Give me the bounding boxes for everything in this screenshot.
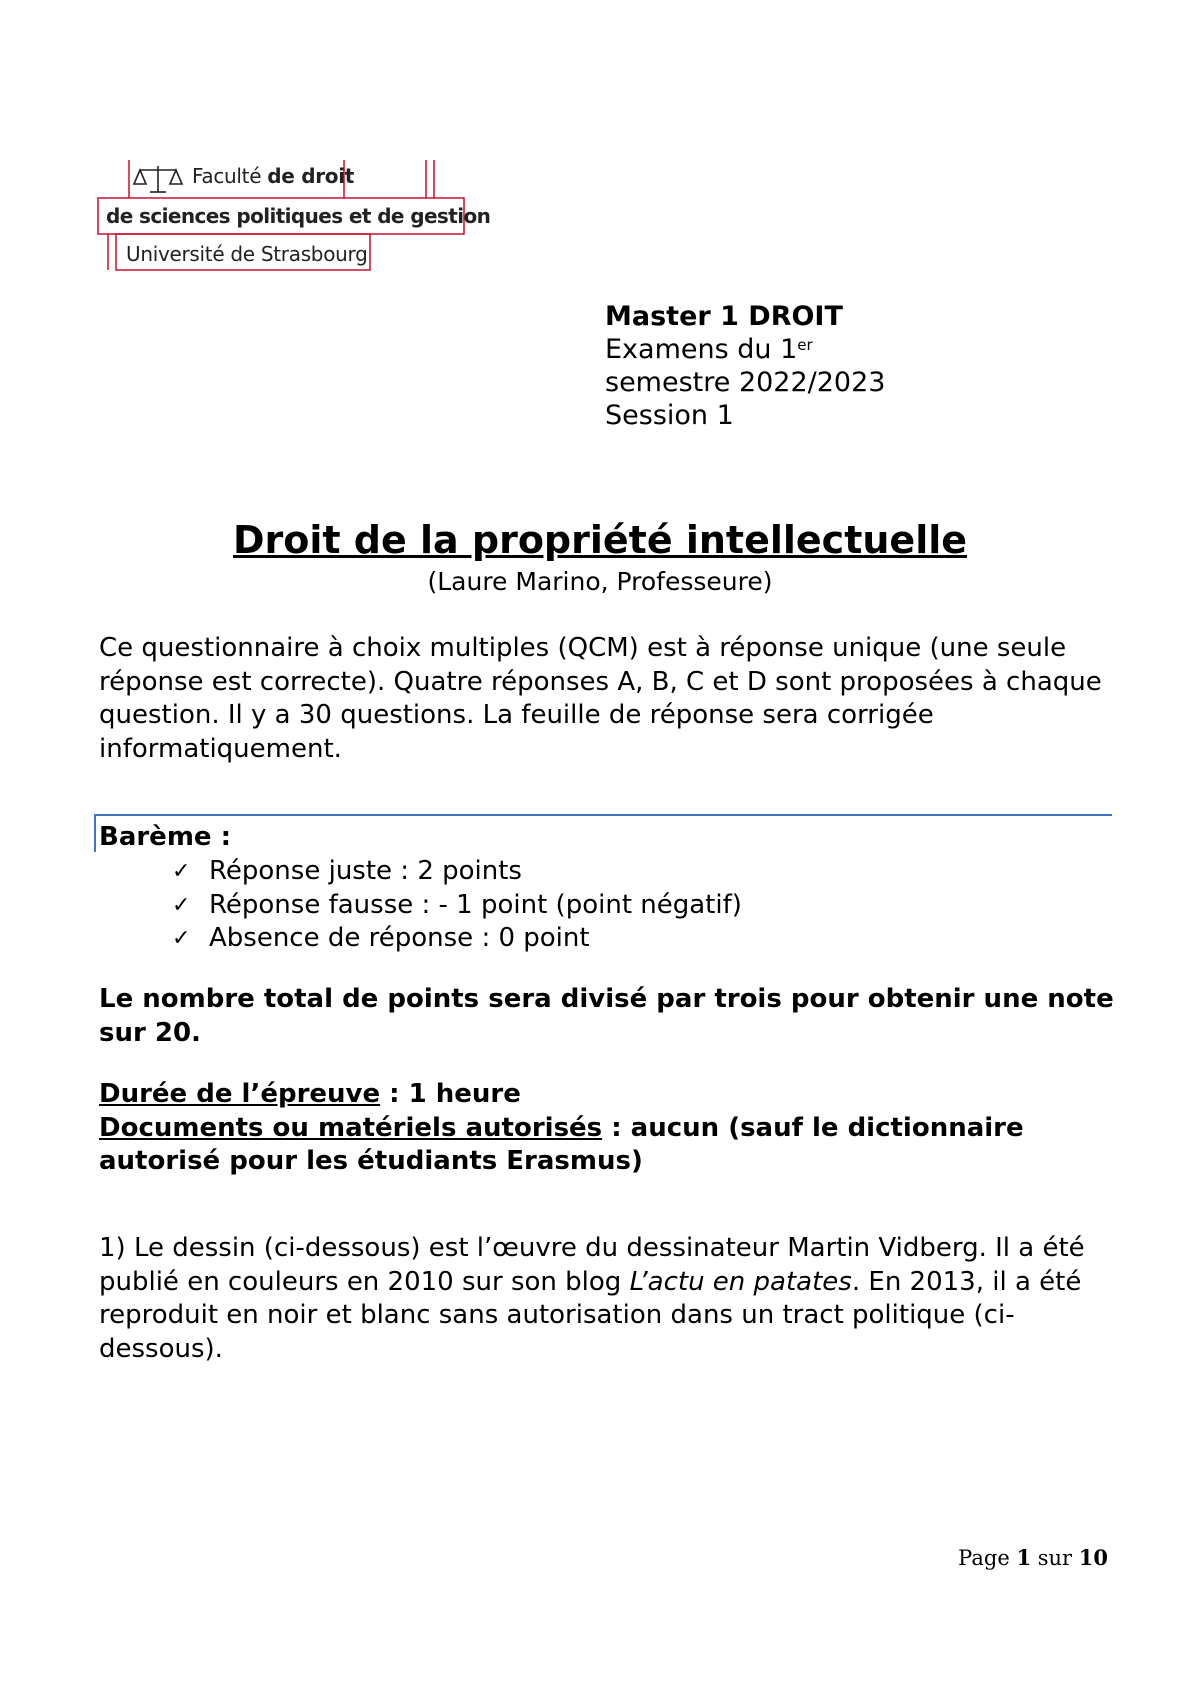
semester-label: semestre 2022/2023 — [605, 367, 886, 398]
duration-line: Durée de l’épreuve : 1 heure — [99, 1079, 521, 1109]
question-1: 1) Le dessin (ci-dessous) est l’œuvre du dessinateur Martin Vidberg. Il a été publié en couleurs en 2010 sur son blog L’actu en patates. En 2013, il a été reproduit en noir et blanc sans autorisation dans un tract politique (ci-dessous). — [99, 1233, 1085, 1364]
document-title: Droit de la propriété intellectuelle — [232, 518, 968, 562]
checkmark-icon: ✓ — [172, 926, 191, 951]
logo-line-faculty: Faculté de droit — [192, 164, 355, 188]
exam-header — [605, 300, 885, 432]
exam-conditions — [99, 1078, 1119, 1179]
list-item: ✓ Réponse fausse : - 1 point (point négatif) — [172, 889, 742, 923]
intro-paragraph: Ce questionnaire à choix multiples (QCM) est à réponse unique (une seule réponse est correcte). Quatre réponses A, B, C et D sont proposées à chaque question. Il y a 30 questions. La feuille de réponse sera corrigée informatiquement. — [99, 633, 1102, 764]
faculty-logo — [96, 160, 491, 280]
scales-icon — [134, 166, 182, 192]
blog-title: L’actu en patates — [629, 1266, 852, 1297]
documents-line: Documents ou matériels autorisés : aucun (sauf le dictionnaire autorisé pour les étudiants Erasmus) — [99, 1112, 1024, 1176]
bareme-heading: Barème : — [99, 822, 231, 852]
total-note: Le nombre total de points sera divisé par trois pour obtenir une note sur 20. — [99, 984, 1114, 1048]
list-item: ✓ Réponse juste : 2 points — [172, 855, 742, 889]
section-rule-tick — [94, 814, 96, 852]
logo-line-sciences: de sciences politiques et de gestion — [106, 204, 491, 228]
bareme-list — [172, 855, 742, 956]
document-subtitle: (Laure Marino, Professeure) — [427, 567, 773, 596]
logo-line-university: Université de Strasbourg — [126, 242, 368, 266]
page-current: 1 — [1016, 1545, 1032, 1570]
list-item: ✓ Absence de réponse : 0 point — [172, 922, 742, 956]
checkmark-icon: ✓ — [172, 859, 191, 884]
page-total: 10 — [1078, 1545, 1108, 1570]
exam-label: Examens du 1er — [605, 334, 813, 365]
checkmark-icon: ✓ — [172, 892, 191, 918]
program-label: Master 1 DROIT — [605, 301, 843, 332]
page-footer: Page 1 sur 10 — [958, 1545, 1108, 1570]
section-rule — [94, 814, 1112, 816]
session-label: Session 1 — [605, 400, 734, 431]
